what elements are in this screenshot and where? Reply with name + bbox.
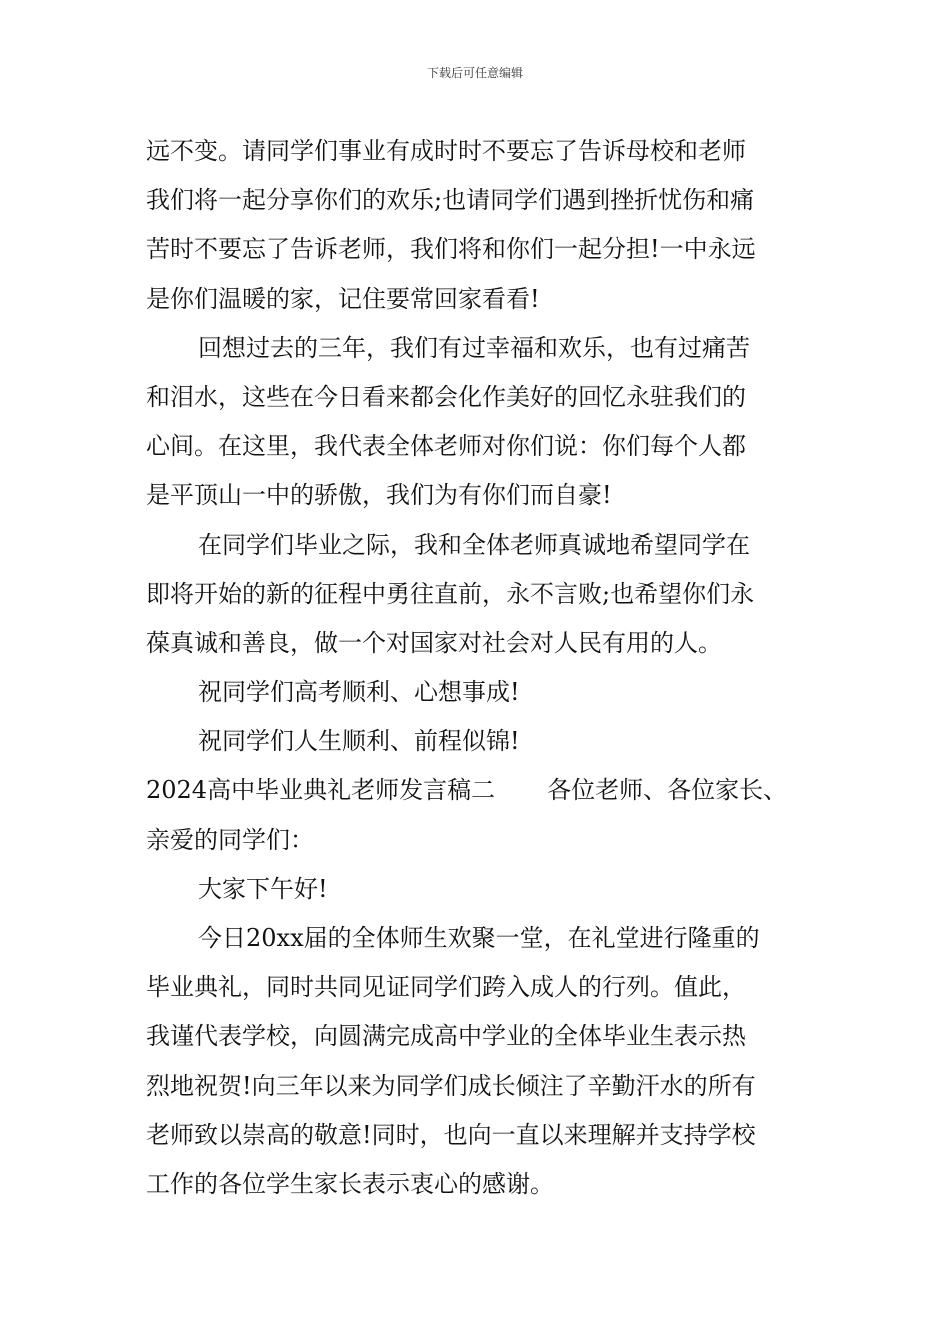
text-line: 老师致以崇高的敬意!同时，也向一直以来理解并支持学校 [146,1120,756,1149]
text-line: 和泪水，这些在今日看来都会化作美好的回忆永驻我们的 [146,382,746,411]
section-title-line [146,766,826,815]
text-line: 远不变。请同学们事业有成时时不要忘了告诉母校和老师 [146,137,746,165]
wish-line: 祝同学们高考顺利、心想事成! [198,678,520,707]
text-line: 即将开始的新的征程中勇往直前，永不言败;也希望你们永 [146,579,755,608]
text-line: 葆真诚和善良，做一个对国家对社会对人民有用的人。 [146,628,722,657]
salutation-line: 亲爱的同学们： [146,825,314,854]
text-line: 工作的各位学生家长表示衷心的感谢。 [146,1169,554,1198]
document-body [146,127,826,1209]
greeting-line: 大家下午好! [198,874,328,903]
salutation-start: 各位老师、各位家长、 [547,776,788,805]
text-line: 是你们温暖的家，记住要常回家看看! [146,284,540,313]
paragraph-start-line: 今日20xx届的全体师生欢聚一堂，在礼堂进行隆重的 [198,924,760,952]
text-line: 心间。在这里，我代表全体老师对你们说：你们每个人都 [146,432,746,461]
text-line: 我们将一起分享你们的欢乐;也请同学们遇到挫折忧伤和痛 [146,186,755,215]
text-line: 毕业典礼，同时共同见证同学们跨入成人的行列。值此， [146,973,746,1002]
text-line: 是平顶山一中的骄傲，我们为有你们而自豪! [146,481,612,510]
text-line: 我谨代表学校，向圆满完成高中学业的全体毕业生表示热 [146,1022,746,1051]
wish-line: 祝同学们人生顺利、前程似锦! [198,727,520,756]
paragraph-start-line: 在同学们毕业之际，我和全体老师真诚地希望同学在 [198,530,750,559]
text-line: 苦时不要忘了告诉老师，我们将和你们一起分担!一中永远 [146,235,756,264]
text-line: 烈地祝贺!向三年以来为同学们成长倾注了辛勤汗水的所有 [146,1071,756,1100]
section-title: 2024高中毕业典礼老师发言稿二 [146,776,496,805]
paragraph-start-line: 回想过去的三年，我们有过幸福和欢乐，也有过痛苦 [198,333,750,362]
page-header: 下载后可任意编辑 [426,66,523,80]
